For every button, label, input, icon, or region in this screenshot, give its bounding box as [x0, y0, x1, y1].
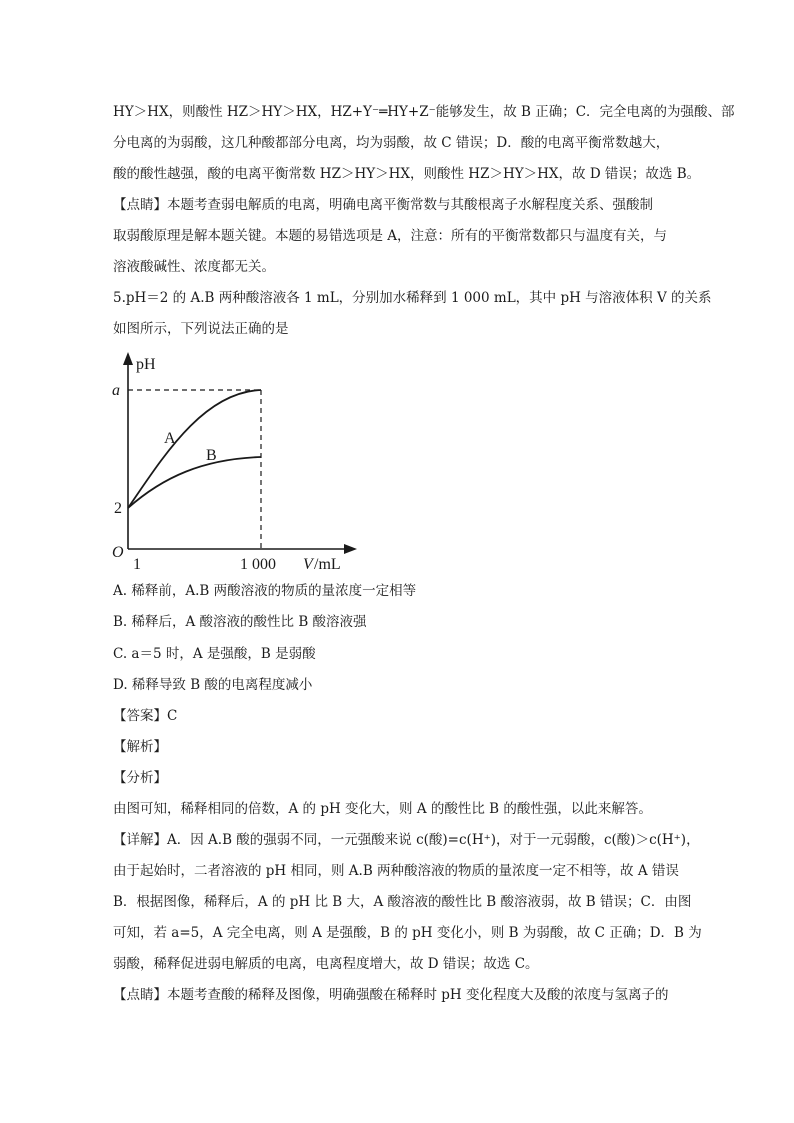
origin-label: O: [112, 544, 124, 561]
text-line: 由于起始时，二者溶液的 pH 相同，则 A.B 两种酸溶液的物质的量浓度一定不相等，故 A 错误: [113, 863, 679, 879]
x-axis-unit-label: /mL: [314, 556, 341, 573]
text-line: 【点睛】本题考查弱电解质的电离，明确电离平衡常数与其酸根离子水解程度关系、强酸制: [113, 197, 653, 213]
option-d: D. 稀释导致 B 酸的电离程度减小: [113, 677, 313, 693]
x-axis-var-label: V: [303, 556, 313, 573]
text-line: 酸的酸性越强，酸的电离平衡常数 HZ＞HY＞HX，则酸性 HZ＞HY＞HX，故 D 错误；故选 B。: [113, 166, 701, 182]
text-line: 可知，若 a=5，A 完全电离，则 A 是强酸，B 的 pH 变化小，则 B 为弱酸，故 C 正确；D．B 为: [113, 925, 702, 941]
answer-line: 【答案】C: [113, 708, 178, 724]
option-b: B. 稀释后，A 酸溶液的酸性比 B 酸溶液强: [113, 614, 367, 630]
ph-volume-figure: [108, 347, 368, 579]
ph-volume-svg: [108, 347, 368, 579]
text-line: 取弱酸原理是解本题关键。本题的易错选项是 A，注意：所有的平衡常数都只与温度有关，与: [113, 228, 668, 244]
x-tick-1: 1: [133, 556, 141, 573]
two-tick-label: 2: [114, 500, 122, 517]
text-line: HY＞HX，则酸性 HZ＞HY＞HX，HZ+Y⁻═HY+Z⁻能够发生，故 B 正确；C．完全电离的为强酸、部: [113, 104, 735, 120]
analysis-subheading: 【分析】: [113, 770, 167, 786]
analysis-heading: 【解析】: [113, 739, 167, 755]
text-line: 由图可知，稀释相同的倍数，A 的 pH 变化大，则 A 的酸性比 B 的酸性强，以此来解答。: [113, 801, 652, 817]
text-line: 【详解】A．因 A.B 酸的强弱不同，一元强酸来说 c(酸)=c(H⁺)，对于一元弱酸，c(酸)＞c(H⁺)，: [113, 832, 700, 848]
y-axis-arrow: [123, 352, 133, 365]
curve-b-label: B: [206, 447, 217, 464]
option-a: A. 稀释前，A.B 两酸溶液的物质的量浓度一定相等: [113, 583, 417, 599]
curve-a-label: A: [164, 430, 176, 447]
text-line: 【点睛】本题考查酸的稀释及图像，明确强酸在稀释时 pH 变化程度大及酸的浓度与氢离子的: [113, 987, 669, 1003]
text-line: 弱酸，稀释促进弱电解质的电离，电离程度增大，故 D 错误；故选 C。: [113, 956, 539, 972]
text-line: 分电离的为弱酸，这几种酸都部分电离，均为弱酸，故 C 错误；D．酸的电离平衡常数越大，: [113, 135, 670, 151]
text-line: 溶液酸碱性、浓度都无关。: [113, 259, 275, 275]
y-axis-label: pH: [136, 356, 156, 373]
question-5-stem: 5.pH＝2 的 A.B 两种酸溶液各 1 mL，分别加水稀释到 1 000 mL，其中 pH 与溶液体积 V 的关系: [113, 290, 712, 306]
question-5-stem-cont: 如图所示，下列说法正确的是: [113, 321, 289, 337]
x-tick-1000: 1 000: [240, 556, 276, 573]
x-axis-arrow: [344, 544, 357, 554]
a-tick-label: a: [112, 382, 120, 399]
curve-a: [128, 390, 261, 508]
curve-b: [128, 457, 261, 508]
option-c: C. a＝5 时，A 是强酸，B 是弱酸: [113, 646, 316, 662]
text-line: B．根据图像，稀释后，A 的 pH 比 B 大，A 酸溶液的酸性比 B 酸溶液弱，故 B 错误；C．由图: [113, 894, 692, 910]
